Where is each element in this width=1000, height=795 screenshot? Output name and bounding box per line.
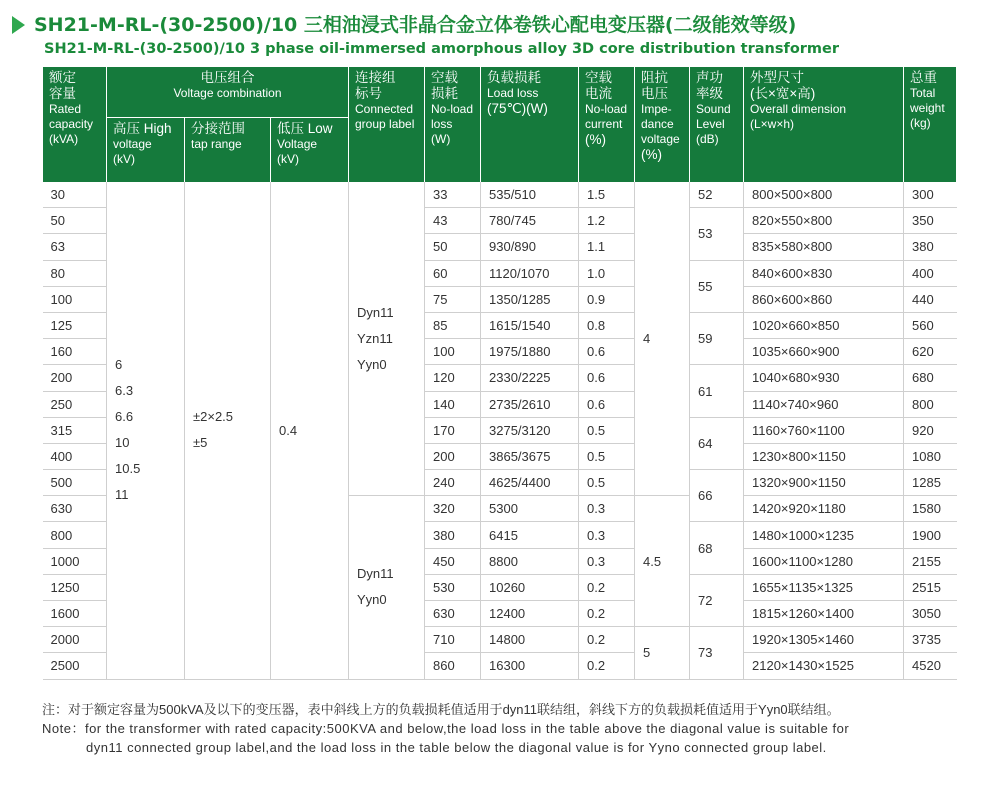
table-row: [43, 182, 957, 208]
cell-dimension: 1160×760×1100: [744, 417, 904, 443]
footnote-en-line-2: dyn11 connected group label,and the load loss in the table below the diagonal value is for Yyno connected group label.: [86, 740, 827, 755]
cell-capacity: 50: [43, 208, 107, 234]
cell-noload-current: 0.6: [579, 391, 635, 417]
triangle-arrow-icon: [12, 16, 25, 34]
cell-noload-current: 1.2: [579, 208, 635, 234]
cell-impedance: 4: [635, 182, 690, 496]
cell-load-loss: 780/745: [481, 208, 579, 234]
header-voltage-combination: 电压组合 Voltage combination: [107, 67, 349, 118]
cell-dimension: 1920×1305×1460: [744, 627, 904, 653]
cell-tap-line: ±2×2.5: [193, 409, 234, 425]
header-noload-current: 空载 电流 No-load current (%): [579, 67, 635, 182]
cell-load-loss: 6415: [481, 522, 579, 548]
cell-weight: 1285: [904, 470, 957, 496]
cell-noload-loss: 320: [425, 496, 481, 522]
cell-capacity: 315: [43, 417, 107, 443]
cell-hv-line: 6: [115, 357, 123, 373]
cell-dimension: 1035×660×900: [744, 339, 904, 365]
cell-noload-loss: 100: [425, 339, 481, 365]
cell-group-line: Yyn0: [357, 356, 387, 372]
cell-noload-current: 0.6: [579, 339, 635, 365]
cell-capacity: 200: [43, 365, 107, 391]
header-capacity: 额定 容量 Rated capacity (kVA): [43, 67, 107, 182]
cell-dimension: 1815×1260×1400: [744, 601, 904, 627]
title-en: SH21-M-RL-(30-2500)/10 3 phase oil-immersed amorphous alloy 3D core distribution transformer: [44, 41, 840, 57]
title-block: [12, 12, 992, 60]
table-body: [43, 182, 957, 679]
cell-capacity: 500: [43, 470, 107, 496]
cell-group-line: Yzn11: [357, 330, 393, 346]
cell-noload-loss: 120: [425, 365, 481, 391]
cell-capacity: 1600: [43, 601, 107, 627]
cell-load-loss: 10260: [481, 574, 579, 600]
cell-sound: 59: [690, 312, 744, 364]
cell-dimension: 820×550×800: [744, 208, 904, 234]
cell-dimension: 1020×660×850: [744, 312, 904, 338]
cell-weight: 1900: [904, 522, 957, 548]
cell-hv-line: 10.5: [115, 461, 141, 477]
cell-sound: 52: [690, 182, 744, 208]
cell-load-loss: 1975/1880: [481, 339, 579, 365]
footnote-cn: 注：对于额定容量为500kVA及以下的变压器，表中斜线上方的负载损耗值适用于dyn11联结组，斜线下方的负载损耗值适用于Yyn0联结组。: [42, 702, 840, 717]
cell-tap: [185, 182, 271, 679]
cell-noload-current: 0.5: [579, 417, 635, 443]
cell-capacity: 800: [43, 522, 107, 548]
cell-noload-current: 0.5: [579, 470, 635, 496]
cell-capacity: 2000: [43, 627, 107, 653]
footnote-en-line-1: Note：for the transformer with rated capacity:500KVA and below,the load loss in the table above the diagonal value is suitable for: [42, 721, 850, 736]
cell-noload-loss: 630: [425, 601, 481, 627]
cell-weight: 4520: [904, 653, 957, 679]
cell-weight: 680: [904, 365, 957, 391]
cell-weight: 300: [904, 182, 957, 208]
cell-sound: 66: [690, 470, 744, 522]
header-tap: 分接范围 tap range: [185, 118, 271, 183]
cell-capacity: 160: [43, 339, 107, 365]
header-impedance: 阻抗 电压 Impe- dance voltage (%): [635, 67, 690, 182]
cell-capacity: 30: [43, 182, 107, 208]
cell-noload-current: 1.0: [579, 260, 635, 286]
cell-noload-current: 0.2: [579, 601, 635, 627]
cell-noload-loss: 860: [425, 653, 481, 679]
header-hv: 高压 High voltage (kV): [107, 118, 185, 183]
cell-hv: [107, 182, 185, 679]
cell-capacity: 63: [43, 234, 107, 260]
cell-sound: 73: [690, 627, 744, 679]
cell-noload-loss: 140: [425, 391, 481, 417]
cell-noload-loss: 33: [425, 182, 481, 208]
cell-dimension: 2120×1430×1525: [744, 653, 904, 679]
cell-hv-line: 10: [115, 435, 130, 451]
cell-noload-loss: 450: [425, 548, 481, 574]
cell-load-loss: 2735/2610: [481, 391, 579, 417]
cell-capacity: 100: [43, 286, 107, 312]
cell-noload-current: 0.2: [579, 653, 635, 679]
cell-sound: 64: [690, 417, 744, 469]
cell-noload-current: 0.2: [579, 574, 635, 600]
cell-noload-loss: 240: [425, 470, 481, 496]
cell-noload-loss: 710: [425, 627, 481, 653]
cell-dimension: 800×500×800: [744, 182, 904, 208]
cell-weight: 800: [904, 391, 957, 417]
cell-noload-current: 0.3: [579, 496, 635, 522]
cell-sound: 53: [690, 208, 744, 260]
cell-weight: 350: [904, 208, 957, 234]
cell-dimension: 840×600×830: [744, 260, 904, 286]
cell-noload-loss: 170: [425, 417, 481, 443]
cell-capacity: 125: [43, 312, 107, 338]
cell-noload-current: 0.3: [579, 522, 635, 548]
cell-load-loss: 12400: [481, 601, 579, 627]
cell-noload-loss: 43: [425, 208, 481, 234]
cell-lv: 0.4: [271, 182, 349, 679]
cell-sound: 72: [690, 574, 744, 626]
cell-weight: 2155: [904, 548, 957, 574]
cell-load-loss: 930/890: [481, 234, 579, 260]
header-weight: 总重 Total weight (kg): [904, 67, 957, 182]
header-noload-loss: 空载 损耗 No-load loss (W): [425, 67, 481, 182]
cell-weight: 3735: [904, 627, 957, 653]
cell-dimension: 1600×1100×1280: [744, 548, 904, 574]
cell-capacity: 2500: [43, 653, 107, 679]
cell-group: [349, 496, 425, 679]
cell-load-loss: 1120/1070: [481, 260, 579, 286]
cell-noload-current: 0.2: [579, 627, 635, 653]
cell-weight: 1080: [904, 443, 957, 469]
cell-load-loss: 14800: [481, 627, 579, 653]
cell-noload-loss: 50: [425, 234, 481, 260]
cell-dimension: 1040×680×930: [744, 365, 904, 391]
cell-capacity: 400: [43, 443, 107, 469]
cell-noload-current: 0.6: [579, 365, 635, 391]
header-dimension: 外型尺寸 (长×宽×高) Overall dimension (L×w×h): [744, 67, 904, 182]
cell-weight: 560: [904, 312, 957, 338]
cell-weight: 2515: [904, 574, 957, 600]
cell-hv-line: 6.3: [115, 383, 134, 399]
cell-weight: 920: [904, 417, 957, 443]
cell-weight: 620: [904, 339, 957, 365]
cell-noload-loss: 200: [425, 443, 481, 469]
title-cn-row: [12, 12, 992, 38]
cell-load-loss: 1615/1540: [481, 312, 579, 338]
cell-dimension: 835×580×800: [744, 234, 904, 260]
cell-load-loss: 4625/4400: [481, 470, 579, 496]
cell-impedance: 4.5: [635, 496, 690, 627]
cell-dimension: 1655×1135×1325: [744, 574, 904, 600]
cell-group-line: Dyn11: [357, 304, 394, 320]
cell-noload-current: 1.5: [579, 182, 635, 208]
cell-load-loss: 3275/3120: [481, 417, 579, 443]
cell-load-loss: 3865/3675: [481, 443, 579, 469]
cell-noload-current: 0.8: [579, 312, 635, 338]
cell-noload-current: 0.3: [579, 548, 635, 574]
header-lv: 低压 Low Voltage (kV): [271, 118, 349, 183]
cell-dimension: 860×600×860: [744, 286, 904, 312]
cell-weight: 3050: [904, 601, 957, 627]
cell-group-line: Dyn11: [357, 566, 394, 582]
cell-capacity: 630: [43, 496, 107, 522]
footnote: [42, 700, 972, 757]
cell-capacity: 250: [43, 391, 107, 417]
cell-hv-line: 6.6: [115, 409, 134, 425]
cell-weight: 1580: [904, 496, 957, 522]
cell-tap-line: ±5: [193, 435, 208, 451]
cell-sound: 55: [690, 260, 744, 312]
header-group: 连接组 标号 Connected group label: [349, 67, 425, 182]
cell-group: [349, 182, 425, 496]
cell-noload-loss: 60: [425, 260, 481, 286]
cell-dimension: 1140×740×960: [744, 391, 904, 417]
cell-sound: 68: [690, 522, 744, 574]
cell-impedance: 5: [635, 627, 690, 679]
header-load-loss: 负载损耗 Load loss (75℃)(W): [481, 67, 579, 182]
cell-hv-line: 11: [115, 487, 129, 503]
cell-noload-current: 0.9: [579, 286, 635, 312]
cell-weight: 440: [904, 286, 957, 312]
title-cn: SH21-M-RL-(30-2500)/10 三相油浸式非晶合金立体卷铁心配电变压器(二级能效等级): [34, 14, 797, 36]
cell-weight: 380: [904, 234, 957, 260]
cell-load-loss: 5300: [481, 496, 579, 522]
cell-noload-current: 1.1: [579, 234, 635, 260]
cell-group-line: Yyn0: [357, 592, 387, 608]
cell-sound: 61: [690, 365, 744, 417]
cell-load-loss: 1350/1285: [481, 286, 579, 312]
cell-dimension: 1230×800×1150: [744, 443, 904, 469]
cell-load-loss: 2330/2225: [481, 365, 579, 391]
cell-dimension: 1420×920×1180: [744, 496, 904, 522]
cell-noload-loss: 85: [425, 312, 481, 338]
table-header: [43, 67, 957, 182]
header-sound: 声功 率级 Sound Level (dB): [690, 67, 744, 182]
cell-load-loss: 8800: [481, 548, 579, 574]
cell-capacity: 1250: [43, 574, 107, 600]
cell-noload-loss: 75: [425, 286, 481, 312]
cell-noload-loss: 530: [425, 574, 481, 600]
cell-noload-loss: 380: [425, 522, 481, 548]
cell-capacity: 80: [43, 260, 107, 286]
cell-dimension: 1480×1000×1235: [744, 522, 904, 548]
cell-load-loss: 16300: [481, 653, 579, 679]
cell-noload-current: 0.5: [579, 443, 635, 469]
spec-table: [42, 67, 957, 680]
cell-weight: 400: [904, 260, 957, 286]
cell-load-loss: 535/510: [481, 182, 579, 208]
cell-capacity: 1000: [43, 548, 107, 574]
cell-dimension: 1320×900×1150: [744, 470, 904, 496]
